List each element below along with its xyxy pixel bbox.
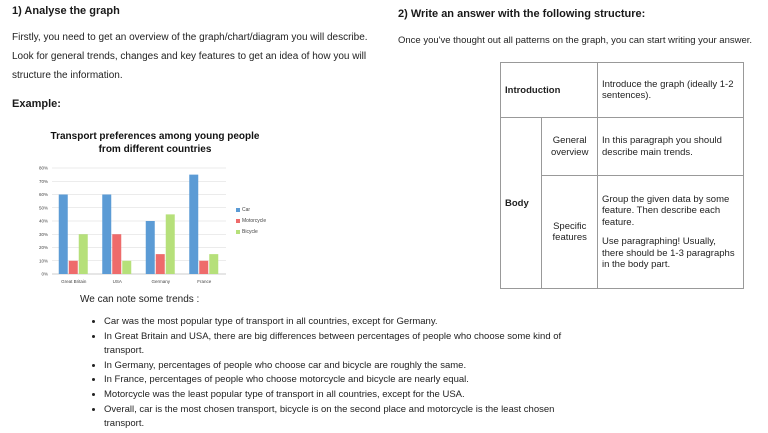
y-tick-label: 0% (41, 271, 48, 277)
legend-item-bicycle (236, 226, 266, 237)
specific-desc-2: Use paragraphing! Usually, there should be 1-3 paragraphs in the body part. (602, 236, 735, 270)
legend-item-motorcycle (236, 215, 266, 226)
chart-legend (236, 204, 266, 237)
x-tick-label: USA (112, 279, 122, 284)
structure-heading: 2) Write an answer with the following structure: (398, 8, 646, 20)
analyse-paragraph: Firstly, you need to get an overview of the graph/chart/diagram you will describe. Look for general trends, changes and key features to get an idea of how you will structure the information. (12, 32, 368, 81)
trend-item: • In Great Britain and USA, there are big differences between percentages of people who choose some kind of transport. (104, 330, 566, 359)
specific-desc-1: Group the given data by some feature. Then describe each feature. (602, 193, 730, 228)
y-tick-label: 70% (38, 178, 48, 184)
bar-bicycle-great-britain (79, 234, 88, 274)
x-tick-label: Germany (151, 279, 171, 284)
chart-title-line-1: Transport preferences among young people (50, 131, 260, 142)
introduction-desc: Introduce the graph (ideally 1-2 sentences). (598, 63, 744, 118)
body-label: Body (501, 118, 542, 289)
specific-features-desc (598, 176, 744, 289)
bar-bicycle-usa (122, 261, 131, 274)
trend-item: • Car was the most popular type of transport in all countries, except for Germany. (104, 315, 566, 330)
trend-item: • Overall, car is the most chosen transport, bicycle is on the second place and motorcycle is the least chosen transport. (104, 403, 566, 432)
legend-label-car: Car (242, 206, 251, 213)
introduction-label: Introduction (501, 63, 598, 118)
y-tick-label: 20% (38, 245, 48, 250)
x-tick-label: Great Britain (61, 279, 87, 284)
bar-chart (30, 162, 230, 294)
legend-label-bicycle: Bicycle (242, 228, 258, 235)
y-tick-label: 80% (38, 165, 48, 171)
bar-bicycle-france (209, 254, 218, 274)
table-row-general (501, 118, 744, 176)
trend-item: • Motorcycle was the least popular type of transport in all countries, except for the USA. (104, 388, 566, 403)
example-label: Example: (12, 98, 61, 110)
y-tick-label: 60% (38, 192, 48, 197)
trends-intro: We can note some trends : (80, 294, 200, 305)
trend-item: • In Germany, percentages of people who choose car and bicycle are roughly the same. (104, 359, 566, 374)
table-row-introduction (501, 63, 744, 118)
y-tick-label: 40% (38, 218, 48, 224)
bar-car-great-britain (59, 195, 68, 275)
structure-table (500, 62, 744, 289)
bar-car-germany (146, 221, 155, 274)
bar-bicycle-germany (166, 214, 175, 274)
legend-swatch-car (236, 208, 240, 212)
specific-features-label: Specific features (542, 176, 598, 289)
chart-title-line-2: from different countries (98, 144, 212, 155)
trends-list-container (86, 315, 566, 432)
bar-car-usa (102, 195, 111, 275)
x-tick-label: France (197, 279, 212, 284)
bar-motorcycle-germany (156, 254, 165, 274)
legend-label-motorcycle: Motorcycle (242, 217, 267, 224)
trend-item: • In France, percentages of people who choose motorcycle and bicycle are nearly equal. (104, 373, 566, 388)
bar-motorcycle-france (199, 261, 208, 274)
general-overview-label: General overview (542, 118, 598, 176)
structure-intro: Once you've thought out all patterns on the graph, you can start writing your answer. (398, 35, 753, 46)
legend-swatch-bicycle (236, 230, 240, 234)
y-tick-label: 50% (38, 205, 48, 211)
chart-title (40, 130, 270, 156)
y-tick-label: 30% (38, 231, 48, 237)
legend-item-car (236, 204, 266, 215)
bar-motorcycle-great-britain (69, 261, 78, 274)
y-tick-label: 10% (38, 258, 48, 264)
legend-swatch-motorcycle (236, 219, 240, 223)
bar-car-france (189, 175, 198, 274)
general-overview-desc: In this paragraph you should describe main trends. (598, 118, 744, 176)
analyse-heading: 1) Analyse the graph (12, 5, 120, 17)
trends-list (86, 315, 566, 432)
bar-motorcycle-usa (112, 234, 121, 274)
